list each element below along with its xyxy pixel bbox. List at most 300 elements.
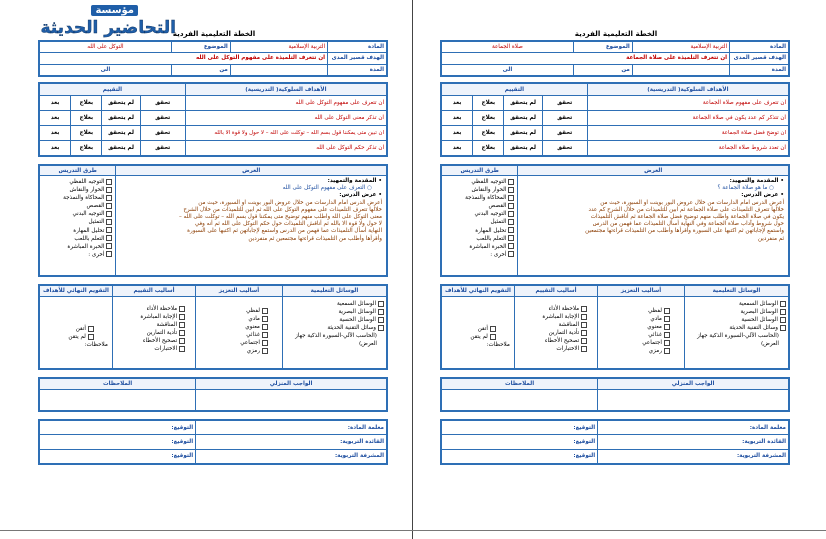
objective-row <box>442 126 789 141</box>
signature-label[interactable]: التوقيع: <box>40 421 196 435</box>
reinforce-list <box>196 297 283 369</box>
signature-label[interactable]: التوقيع: <box>442 421 598 435</box>
objectives-block <box>440 82 790 157</box>
checkbox[interactable] <box>262 308 268 314</box>
method-item[interactable] <box>43 186 112 194</box>
method-item[interactable] <box>43 235 112 243</box>
checkbox[interactable] <box>508 243 514 249</box>
eval-later[interactable]: بعد <box>40 111 71 126</box>
method-item[interactable] <box>445 210 514 218</box>
reinforce-label: غذائي <box>648 332 662 339</box>
checkbox[interactable] <box>780 325 786 331</box>
checkbox[interactable] <box>664 332 670 338</box>
checkbox[interactable] <box>262 332 268 338</box>
lesson-line: وأقرأها وأطلب من التلميذات قراءتها مجتمعين ثم منفردين <box>248 235 382 242</box>
checkbox[interactable] <box>106 211 112 217</box>
method-item[interactable] <box>445 194 514 202</box>
lesson-line: خلالها تتعرف التلميذات على مفهوم التوكل على الله ثم ابين للتلميذات من خلال الشرح <box>183 206 382 213</box>
reinforce-item[interactable] <box>198 347 268 355</box>
checkbox[interactable] <box>106 243 112 249</box>
method-label: المحاكاة والنمذجة <box>465 195 507 202</box>
method-item[interactable] <box>445 186 514 194</box>
lesson-line: ثم منفردين <box>758 235 784 242</box>
signatures-block <box>38 419 388 465</box>
assess-label: تأدية التمارين <box>548 330 580 337</box>
reinforce-label: لفظي <box>246 308 260 314</box>
method-item[interactable] <box>43 194 112 202</box>
final-list <box>40 297 113 369</box>
method-item[interactable] <box>43 202 112 210</box>
eval-achieved[interactable]: تحقق <box>140 111 185 126</box>
aid-label: الوسائل البصرية <box>740 309 778 316</box>
objectives-header: الأهداف السلوكية( التدريسية) <box>587 84 788 96</box>
intro-label: • المقدمة والتمهيد: <box>729 178 784 184</box>
methods-list <box>40 176 116 276</box>
checkbox[interactable] <box>378 309 384 315</box>
checkbox[interactable] <box>88 334 94 340</box>
reinforce-item[interactable] <box>198 307 268 315</box>
eval-remedial[interactable]: بعلاج <box>71 126 102 141</box>
method-label: القصص <box>86 203 105 210</box>
checkbox[interactable] <box>106 203 112 209</box>
reinforce-item[interactable] <box>600 331 670 339</box>
eval-achieved[interactable]: تحقق <box>140 126 185 141</box>
checkbox[interactable] <box>378 325 384 331</box>
reinforce-item[interactable] <box>198 331 268 339</box>
lesson-line: معنى التوكل على الله واطلب منهم توضيح متى يمكننا قول بسم الله – توكلت على الله – <box>178 214 382 221</box>
objective-row <box>40 126 387 141</box>
assess-item[interactable] <box>115 345 185 353</box>
intro-label-text: المقدمة والتمهيد: <box>729 178 779 184</box>
assess-item[interactable] <box>115 305 185 313</box>
eval-not-achieved[interactable]: لم يتحقق <box>504 141 542 156</box>
checkbox[interactable] <box>508 219 514 225</box>
eval-remedial[interactable]: بعلاج <box>473 126 504 141</box>
subject-value: التربية الإسلامية <box>230 42 327 53</box>
aid-item[interactable] <box>285 308 384 316</box>
checkbox[interactable] <box>581 306 587 312</box>
checkbox[interactable] <box>88 326 94 332</box>
checkbox[interactable] <box>106 251 112 257</box>
checkbox[interactable] <box>581 346 587 352</box>
method-label: القصص <box>488 203 507 210</box>
method-label: التعلم باللعب <box>476 235 507 242</box>
checkbox[interactable] <box>664 348 670 354</box>
objective-text: ان تذكر معنى التوكل على الله <box>185 111 386 126</box>
subject-value: التربية الإسلامية <box>632 42 729 53</box>
homework-header: الواجب المنزلي <box>598 379 789 390</box>
eval-achieved[interactable]: تحقق <box>140 96 185 111</box>
objective-row <box>442 96 789 111</box>
checkbox[interactable] <box>106 227 112 233</box>
method-item[interactable] <box>445 178 514 186</box>
checkbox[interactable] <box>378 301 384 307</box>
homework-block <box>440 377 790 412</box>
lesson-line: لا حول ولا قوة الا بالله ثم أناقش التلميذات حول حكم التوكل على الله ثم أنه وفي <box>194 221 382 228</box>
evaluation-header: التقييم <box>40 84 186 96</box>
intro-item-text: التعرف على مفهوم التوكل على الله <box>282 185 366 192</box>
intro-item: ○ ما هو صلاة الجماعة ؟ <box>717 185 774 192</box>
method-label: تحليل المهارة <box>475 227 507 234</box>
reinforce-item[interactable] <box>600 339 670 347</box>
presentation-content <box>116 176 387 276</box>
eval-later[interactable]: بعد <box>40 126 71 141</box>
intro-label: • المقدمة والتمهيد: <box>327 178 382 184</box>
checkbox[interactable] <box>179 322 185 328</box>
aids-header: الوسائل التعليمية <box>684 286 788 297</box>
eval-remedial[interactable]: بعلاج <box>473 141 504 156</box>
short-goal-value: ان تتعرف التلميذة على مفهوم التوكل على الله <box>40 53 328 64</box>
assess-header: أساليب التقييم <box>514 286 597 297</box>
method-item[interactable] <box>445 235 514 243</box>
method-label: الخبرة المباشرة <box>469 243 507 250</box>
checkbox[interactable] <box>581 330 587 336</box>
reinforce-item[interactable] <box>198 315 268 323</box>
reinforce-label: غذائي <box>246 332 260 339</box>
reinforce-item[interactable] <box>198 323 268 331</box>
reinforce-item[interactable] <box>600 307 670 315</box>
assess-label: الاختبارات <box>154 346 178 353</box>
assess-label: الاختبارات <box>556 346 580 353</box>
final-label: أتقن <box>477 326 488 332</box>
assess-label: المناقشة <box>558 322 580 329</box>
eval-not-achieved[interactable]: لم يتحقق <box>504 126 542 141</box>
final-notes: ملاحظات: <box>84 342 108 349</box>
method-label: التوجيه اللفظي <box>471 179 507 185</box>
final-item[interactable] <box>42 333 94 341</box>
checkbox[interactable] <box>179 330 185 336</box>
supervisor-label: المشرفة التربوية: <box>196 449 387 463</box>
aid-item[interactable] <box>285 316 384 324</box>
checkbox[interactable] <box>106 235 112 241</box>
reinforce-label: معنوي <box>245 324 260 331</box>
checkbox[interactable] <box>508 235 514 241</box>
checkbox[interactable] <box>508 211 514 217</box>
method-label: التمثيل <box>490 219 507 226</box>
checkbox[interactable] <box>508 227 514 233</box>
final-item[interactable] <box>444 325 496 333</box>
signature-label[interactable]: التوقيع: <box>40 435 196 449</box>
lesson-line: حول شروط وآداب صلاة الجماعة وفي النهاية أسأل التلميذات عما فهمن من الدرس <box>592 221 784 228</box>
assess-item[interactable] <box>115 321 185 329</box>
aids-block <box>440 284 790 370</box>
method-label: التوجيه اللفظي <box>69 179 105 185</box>
topic-value: صلاة الجماعة <box>442 42 574 53</box>
assess-list <box>514 297 597 369</box>
subject-label: المادة <box>730 42 789 53</box>
method-label: التوجيه البدني <box>474 211 507 218</box>
method-item[interactable] <box>445 243 514 251</box>
checkbox[interactable] <box>664 340 670 346</box>
aid-item[interactable] <box>687 324 786 332</box>
notes-field[interactable] <box>40 390 196 411</box>
method-item[interactable] <box>445 218 514 226</box>
signature-label[interactable]: التوقيع: <box>442 449 598 463</box>
assess-list <box>112 297 195 369</box>
method-item[interactable] <box>43 251 112 259</box>
methods-header: طرق التدريس <box>40 166 116 176</box>
checkbox[interactable] <box>106 179 112 185</box>
final-header: التقويم النهائي للأهداف <box>442 286 515 297</box>
aids-header: الوسائل التعليمية <box>282 286 386 297</box>
eval-achieved[interactable]: تحقق <box>542 141 587 156</box>
method-item[interactable] <box>43 218 112 226</box>
short-goal-value: ان تتعرف التلميذة على صلاة الجماعة <box>442 53 730 64</box>
checkbox[interactable] <box>508 179 514 185</box>
method-label: الحوار والنقاش <box>69 187 105 194</box>
final-item[interactable] <box>444 333 496 341</box>
checkbox[interactable] <box>780 309 786 315</box>
checkbox[interactable] <box>106 187 112 193</box>
reinforce-item[interactable] <box>198 339 268 347</box>
checkbox[interactable] <box>664 308 670 314</box>
objective-row <box>40 96 387 111</box>
aid-item-continued: العرض) <box>761 341 779 348</box>
eval-remedial[interactable]: بعلاج <box>473 111 504 126</box>
logo-line-1: مؤسسة <box>91 5 138 16</box>
lesson-line: أعرض الدرس امام الدارسات من خلال عروض البور بوينت او السبورة، حيث من <box>600 199 784 206</box>
page-divider <box>412 0 413 539</box>
homework-field[interactable] <box>598 390 789 411</box>
objective-text: ان تتعرف على مفهوم التوكل على الله <box>185 96 386 111</box>
checkbox[interactable] <box>508 203 514 209</box>
assess-item[interactable] <box>517 329 587 337</box>
eval-not-achieved[interactable]: لم يتحقق <box>504 111 542 126</box>
eval-not-achieved[interactable]: لم يتحقق <box>504 96 542 111</box>
leader-label: القائدة التربوية: <box>196 435 387 449</box>
info-block <box>440 40 790 77</box>
checkbox[interactable] <box>179 346 185 352</box>
subject-label: المادة <box>328 42 387 53</box>
aid-label: الوسائل الحسية <box>339 317 376 324</box>
checkbox[interactable] <box>581 314 587 320</box>
method-item[interactable] <box>43 178 112 186</box>
assess-item[interactable] <box>517 337 587 345</box>
checkbox[interactable] <box>490 326 496 332</box>
supervisor-label: المشرفة التربوية: <box>598 449 789 463</box>
eval-later[interactable]: بعد <box>40 96 71 111</box>
page-title: الخطة التعليمية الفردية <box>172 29 256 38</box>
checkbox[interactable] <box>378 317 384 323</box>
checkbox[interactable] <box>262 340 268 346</box>
reinforce-label: رمزي <box>648 348 662 355</box>
aid-item-continued: العرض) <box>359 341 377 348</box>
method-label: المحاكاة والنمذجة <box>63 195 105 202</box>
method-item[interactable] <box>445 202 514 210</box>
aids-list <box>684 297 788 369</box>
checkbox[interactable] <box>664 316 670 322</box>
lesson-label-text: عرض الدرس: <box>741 192 779 199</box>
info-block <box>38 40 388 77</box>
aid-item[interactable] <box>285 324 384 332</box>
presentation-block <box>38 164 388 277</box>
method-label: أخرى : <box>490 251 507 258</box>
aid-item[interactable] <box>285 300 384 308</box>
eval-remedial[interactable]: بعلاج <box>473 96 504 111</box>
to-label: الى <box>40 64 172 75</box>
aid-item[interactable] <box>687 316 786 324</box>
assess-label: الإجابة المباشرة <box>140 314 178 321</box>
method-item[interactable] <box>43 243 112 251</box>
objective-text: ان تتعرف على مفهوم صلاة الجماعة <box>587 96 788 111</box>
lesson-line: النهاية أسأل التلميذات عما فهمن من الدرس واستمع لإجاباتهن ثم اكتبها على السبورة <box>187 228 382 235</box>
eval-later[interactable]: بعد <box>442 96 473 111</box>
presentation-block <box>440 164 790 277</box>
signature-label[interactable]: التوقيع: <box>40 449 196 463</box>
reinforce-label: اجتماعي <box>642 340 662 347</box>
eval-not-achieved[interactable]: لم يتحقق <box>102 111 140 126</box>
objective-text: ان تعدد شروط صلاة الجماعة <box>587 141 788 156</box>
teacher-label: معلمة المادة: <box>598 421 789 435</box>
eval-achieved[interactable]: تحقق <box>542 126 587 141</box>
topic-value: التوكل على الله <box>40 42 172 53</box>
eval-not-achieved[interactable]: لم يتحقق <box>102 126 140 141</box>
checkbox[interactable] <box>490 334 496 340</box>
presentation-header: العرض <box>116 166 387 176</box>
method-item[interactable] <box>445 227 514 235</box>
homework-block <box>38 377 388 412</box>
eval-remedial[interactable]: بعلاج <box>71 96 102 111</box>
objective-text: ان تبين متى يمكننا قول بسم الله – توكلت على الله – لا حول ولا قوة الا بالله <box>185 126 386 141</box>
final-label: لم يتقن <box>470 334 488 341</box>
objective-row <box>442 111 789 126</box>
method-item[interactable] <box>43 227 112 235</box>
eval-later[interactable]: بعد <box>442 111 473 126</box>
assess-item[interactable] <box>115 337 185 345</box>
eval-later[interactable]: بعد <box>442 141 473 156</box>
eval-later[interactable]: بعد <box>442 126 473 141</box>
reinforce-item[interactable] <box>600 347 670 355</box>
lesson-label-text: عرض الدرس: <box>339 192 377 199</box>
assess-item[interactable] <box>517 313 587 321</box>
page-title: الخطة التعليمية الفردية <box>574 29 658 38</box>
aids-block <box>38 284 388 370</box>
assess-label: ملاحظة الأداء <box>146 306 178 312</box>
aid-label: الوسائل السمعية <box>337 301 376 307</box>
presentation-content <box>518 176 789 276</box>
aid-item[interactable] <box>687 308 786 316</box>
final-label: أتقن <box>75 326 86 332</box>
eval-not-achieved[interactable]: لم يتحقق <box>102 96 140 111</box>
aid-item[interactable] <box>687 300 786 308</box>
lesson-plan-page-right <box>440 0 792 539</box>
lesson-line: خلالها تتعرف التلميذات على صلاة الجماعة ثم ابين للتلميذات من خلال الشرح كم عدد <box>588 206 784 213</box>
checkbox[interactable] <box>106 219 112 225</box>
short-goal-label: الهدف قصير المدى <box>328 53 387 64</box>
eval-not-achieved[interactable]: لم يتحقق <box>102 141 140 156</box>
method-label: التعلم باللعب <box>74 235 105 242</box>
eval-remedial[interactable]: بعلاج <box>71 111 102 126</box>
final-list <box>442 297 515 369</box>
assess-item[interactable] <box>115 313 185 321</box>
homework-field[interactable] <box>196 390 387 411</box>
checkbox[interactable] <box>179 306 185 312</box>
signatures-block <box>440 419 790 465</box>
objective-row <box>40 141 387 156</box>
duration-label: المدة <box>328 64 387 75</box>
checkbox[interactable] <box>664 324 670 330</box>
presentation-header: العرض <box>518 166 789 176</box>
checkbox[interactable] <box>581 338 587 344</box>
eval-achieved[interactable]: تحقق <box>542 111 587 126</box>
reinforce-item[interactable] <box>600 323 670 331</box>
reinforce-header: أساليب التعزيز <box>196 286 283 297</box>
checkbox[interactable] <box>262 316 268 322</box>
notes-header: الملاحظات <box>40 379 196 390</box>
eval-later[interactable]: بعد <box>40 141 71 156</box>
checkbox[interactable] <box>262 348 268 354</box>
teacher-label: معلمة المادة: <box>196 421 387 435</box>
final-item[interactable] <box>42 325 94 333</box>
from-label: من <box>573 64 632 75</box>
eval-achieved[interactable]: تحقق <box>140 141 185 156</box>
final-header: التقويم النهائي للأهداف <box>40 286 113 297</box>
checkbox[interactable] <box>262 324 268 330</box>
reinforce-header: أساليب التعزيز <box>598 286 685 297</box>
eval-remedial[interactable]: بعلاج <box>71 141 102 156</box>
checkbox[interactable] <box>508 187 514 193</box>
reinforce-label: معنوي <box>647 324 662 331</box>
assess-item[interactable] <box>517 321 587 329</box>
assess-label: تأدية التمارين <box>146 330 178 337</box>
method-label: تحليل المهارة <box>73 227 105 234</box>
objectives-header: الأهداف السلوكية( التدريسية) <box>185 84 386 96</box>
assess-item[interactable] <box>517 345 587 353</box>
checkbox[interactable] <box>179 314 185 320</box>
reinforce-label: رمزي <box>246 348 260 355</box>
checkbox[interactable] <box>179 338 185 344</box>
methods-header: طرق التدريس <box>442 166 518 176</box>
reinforce-item[interactable] <box>600 315 670 323</box>
reinforce-list <box>598 297 685 369</box>
assess-item[interactable] <box>517 305 587 313</box>
checkbox[interactable] <box>780 317 786 323</box>
eval-achieved[interactable]: تحقق <box>542 96 587 111</box>
assess-label: الإجابة المباشرة <box>542 314 580 321</box>
method-item[interactable] <box>43 210 112 218</box>
homework-header: الواجب المنزلي <box>196 379 387 390</box>
leader-label: القائدة التربوية: <box>598 435 789 449</box>
checkbox[interactable] <box>508 251 514 257</box>
method-label: الحوار والنقاش <box>471 187 507 194</box>
method-label: التوجيه البدني <box>72 211 105 218</box>
aid-label: وسائل التقنية الحديثة <box>327 325 376 332</box>
checkbox[interactable] <box>106 195 112 201</box>
aid-label: وسائل التقنية الحديثة <box>729 325 778 332</box>
aid-label: الوسائل الحسية <box>741 317 778 324</box>
short-goal-label: الهدف قصير المدى <box>730 53 789 64</box>
assess-label: تصحيح الأخطاء <box>142 338 178 345</box>
aid-label: الوسائل البصرية <box>338 309 376 316</box>
aid-item-continued: (الحاسب الآلي-السبورة الذكية جهاز <box>697 333 779 340</box>
notes-field[interactable] <box>442 390 598 411</box>
intro-label-text: المقدمة والتمهيد: <box>327 178 377 184</box>
method-label: أخرى : <box>88 251 105 258</box>
checkbox[interactable] <box>581 322 587 328</box>
signature-label[interactable]: التوقيع: <box>442 435 598 449</box>
objective-text: ان توضح فضل صلاة الجماعة <box>587 126 788 141</box>
reinforce-label: مادي <box>650 316 662 323</box>
method-item[interactable] <box>445 251 514 259</box>
checkbox[interactable] <box>508 195 514 201</box>
checkbox[interactable] <box>780 301 786 307</box>
to-label: الى <box>442 64 574 75</box>
assess-label: تصحيح الأخطاء <box>544 338 580 345</box>
assess-item[interactable] <box>115 329 185 337</box>
evaluation-header: التقييم <box>442 84 588 96</box>
lesson-line: واستمع لإجاباتهن ثم اكتبها على السبورة وأقرأها وأطلب من التلميذات قراءتها مجتمعين <box>585 228 784 235</box>
intro-item: ○ التعرف على مفهوم التوكل على الله <box>282 185 372 192</box>
